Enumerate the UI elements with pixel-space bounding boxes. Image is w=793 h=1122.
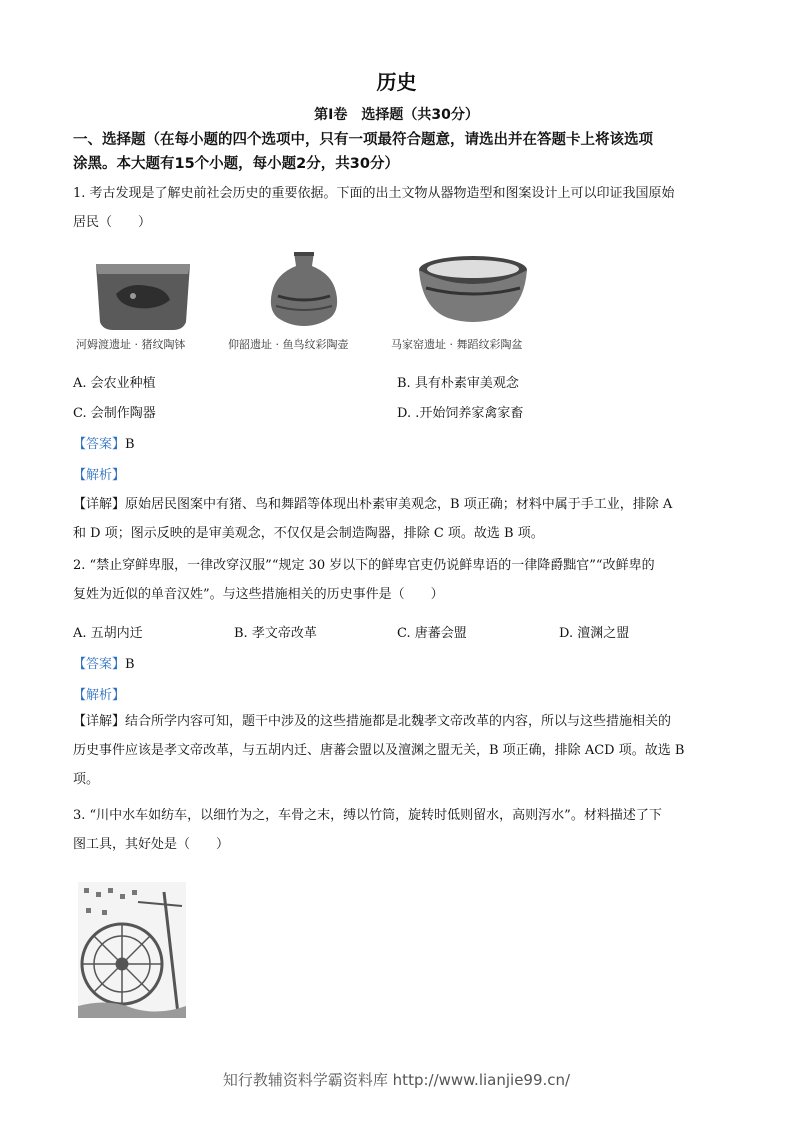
q2-detail: [73, 707, 725, 794]
q1-stem-line-1: 1. 考古发现是了解史前社会历史的重要依据。下面的出土文物从器物造型和图案设计上可以印证我国原始: [73, 186, 675, 201]
caption-majiayao: 马家窑遗址 · 舞蹈纹彩陶盆: [391, 338, 523, 351]
caption-hemudu: 河姆渡遗址 · 猪纹陶钵: [76, 338, 186, 351]
q2-analysis-tag: 【解析】: [73, 688, 126, 703]
q1-detail: [73, 490, 725, 548]
q3-stem-line-1: 3. “川中水车如纺车，以细竹为之，车骨之末，缚以竹筒，旋转时低则留水，高则泻水”。材料描述了下: [73, 808, 662, 823]
question-1-stem: [73, 179, 725, 237]
q2-option-c: C. 唐蕃会盟: [397, 626, 467, 641]
pig-pattern-bowl-image: [96, 264, 190, 330]
caption-yangshao: 仰韶遗址 · 鱼鸟纹彩陶壶: [228, 338, 349, 351]
q2-detail-line-3: 项。: [73, 772, 100, 787]
dancing-basin-image: [419, 256, 527, 322]
q1-option-d: D. .开始饲养家禽家畜: [397, 406, 524, 421]
q2-stem-line-1: 2. “禁止穿鲜卑服，一律改穿汉服”“规定 30 岁以下的鲜卑官吏仍说鲜卑语的一律降爵黜官”“改鲜卑的: [73, 558, 655, 573]
q1-detail-line-2: 和 D 项；图示反映的是审美观念，不仅仅是会制造陶器，排除 C 项。故选 B 项。: [73, 526, 544, 541]
q2-option-b: B. 孝文帝改革: [234, 626, 317, 641]
question-3-stem: [73, 801, 725, 859]
q1-option-a: A. 会农业种植: [73, 376, 156, 391]
q1-stem-line-2: 居民（ ）: [73, 215, 152, 230]
detail-tag: 【详解】: [73, 714, 126, 729]
section-instructions: [73, 128, 723, 176]
question-2-stem: [73, 551, 725, 609]
footer-watermark: 知行教辅资料学霸资料库 http://www.lianjie99.cn/: [222, 1071, 571, 1089]
water-wheel-image: [78, 882, 186, 1018]
q1-detail-line-1: [73, 490, 725, 519]
q2-option-a: A. 五胡内迁: [73, 626, 143, 641]
section-line-2: 涂黑。本大题有15个小题，每小题2分，共30分）: [73, 156, 399, 172]
q1-option-b: B. 具有朴素审美观念: [397, 376, 519, 391]
q1-option-c: C. 会制作陶器: [73, 406, 156, 421]
q2-detail-line-1: [73, 707, 725, 736]
answer-tag: 【答案】: [73, 657, 126, 672]
detail-text: 结合所学内容可知，题干中涉及的这些措施都是北魏孝文帝改革的内容，所以与这些措施相关的: [125, 714, 672, 729]
q2-option-d: D. 澶渊之盟: [559, 626, 630, 641]
answer-value: B: [125, 657, 135, 672]
detail-tag: 【详解】: [73, 497, 126, 512]
section-line-1: 一、选择题（在每小题的四个选项中，只有一项最符合题意，请选出并在答题卡上将该选项: [73, 132, 653, 148]
q1-answer: [73, 433, 135, 452]
answer-tag: 【答案】: [73, 437, 126, 452]
page-title: 历史: [376, 70, 417, 94]
part-heading: 第Ⅰ卷 选择题（共30分）: [314, 107, 479, 123]
fish-bird-vase-image: [271, 252, 337, 326]
q1-analysis-tag: 【解析】: [73, 468, 126, 483]
detail-text: 原始居民图案中有猪、鸟和舞蹈等体现出朴素审美观念，B 项正确；材料中属于手工业，排除 A: [125, 497, 673, 512]
q2-answer: [73, 653, 135, 672]
q2-detail-line-2: 历史事件应该是孝文帝改革，与五胡内迁、唐蕃会盟以及澶渊之盟无关，B 项正确，排除 ACD 项。故选 B: [73, 743, 685, 758]
answer-value: B: [125, 437, 135, 452]
q3-stem-line-2: 图工具，其好处是（ ）: [73, 837, 230, 852]
q2-stem-line-2: 复姓为近似的单音汉姓”。与这些措施相关的历史事件是（ ）: [73, 587, 444, 602]
